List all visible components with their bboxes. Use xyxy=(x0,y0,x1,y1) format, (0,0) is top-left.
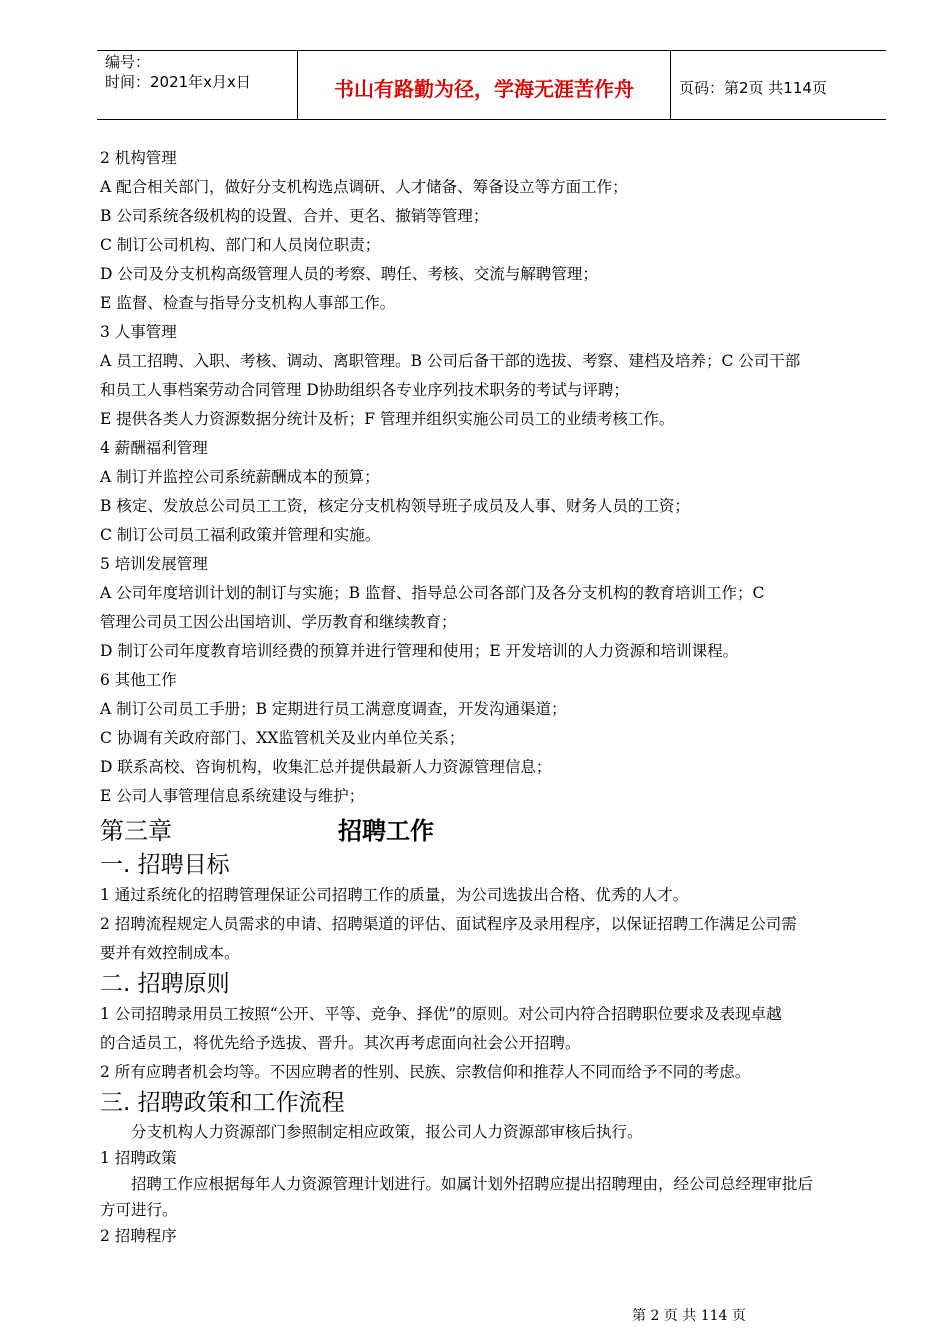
body-line: 3 人事管理 xyxy=(100,323,177,341)
body-line: 的合适员工，将优先给予选拔、晋升。其次再考虑面向社会公开招聘。 xyxy=(100,1034,581,1052)
body-line: B 公司系统各级机构的设置、合并、更名、撤销等管理； xyxy=(100,207,489,225)
body-line: D 联系高校、咨询机构，收集汇总并提供最新人力资源管理信息； xyxy=(100,758,552,776)
header-meta xyxy=(97,51,298,119)
body-line: 分支机构人力资源部门参照制定相应政策，报公司人力资源部审核后执行。 xyxy=(131,1123,643,1141)
header-motto: 书山有路勤为径，学海无涯苦作舟 xyxy=(298,51,671,119)
body-line: 管理公司员工因公出国培训、学历教育和继续教育； xyxy=(100,613,457,631)
body-line: 1 通过系统化的招聘管理保证公司招聘工作的质量，为公司选拔出合格、优秀的人才。 xyxy=(100,886,689,904)
body-line: E 公司人事管理信息系统建设与维护； xyxy=(100,787,365,805)
body-line: 2 招聘程序 xyxy=(100,1227,177,1245)
body-line: 2 所有应聘者机会均等。不因应聘者的性别、民族、宗教信仰和推荐人不同而给予不同的考虑。 xyxy=(100,1063,751,1081)
body-line: 6 其他工作 xyxy=(100,671,177,689)
page-header xyxy=(97,50,886,120)
body-line: 2 机构管理 xyxy=(100,149,177,167)
document-body xyxy=(100,144,886,1249)
body-line: 方可进行。 xyxy=(100,1201,178,1219)
body-line: C 制订公司机构、部门和人员岗位职责； xyxy=(100,236,381,254)
body-line: 2 招聘流程规定人员需求的申请、招聘渠道的评估、面试程序及录用程序，以保证招聘工作满足公司需 xyxy=(100,915,797,933)
body-line: E 提供各类人力资源数据分统计及析；F 管理并组织实施公司员工的业绩考核工作。 xyxy=(100,410,675,428)
chapter-heading xyxy=(100,815,886,847)
chapter-number: 第三章 xyxy=(100,817,172,845)
body-line: A 配合相关部门，做好分支机构选点调研、人才储备、筹备设立等方面工作； xyxy=(100,178,628,196)
body-line: A 员工招聘、入职、考核、调动、离职管理。B 公司后备干部的选拔、考察、建档及培养；C 公司干部 xyxy=(100,352,801,370)
header-page-info: 页码：第2页 共114页 xyxy=(679,78,827,97)
body-line: C 制订公司员工福利政策并管理和实施。 xyxy=(100,526,381,544)
body-line: 4 薪酬福利管理 xyxy=(100,439,208,457)
body-line: 招聘工作应根据每年人力资源管理计划进行。如属计划外招聘应提出招聘理由，经公司总经理审批后 xyxy=(131,1175,814,1193)
section-heading: 二. 招聘原则 xyxy=(100,971,230,997)
body-line: 和员工人事档案劳动合同管理 D协助组织各专业序列技术职务的考试与评聘； xyxy=(100,381,629,399)
body-line: A 制订公司员工手册；B 定期进行员工满意度调查，开发沟通渠道； xyxy=(100,700,567,718)
body-line: 1 公司招聘录用员工按照“公开、平等、竞争、择优”的原则。对公司内符合招聘职位要求及表现卓越 xyxy=(100,1005,782,1023)
document-number-label: 编号： xyxy=(105,53,151,71)
body-line: 1 招聘政策 xyxy=(100,1149,177,1167)
document-date: 时间：2021年x月x日 xyxy=(105,73,251,91)
chapter-title: 招聘工作 xyxy=(338,816,434,845)
body-line: 5 培训发展管理 xyxy=(100,555,208,573)
body-line: D 公司及分支机构高级管理人员的考察、聘任、考核、交流与解聘管理； xyxy=(100,265,598,283)
section-heading: 一. 招聘目标 xyxy=(100,852,230,878)
body-line: B 核定、发放总公司员工工资，核定分支机构领导班子成员及人事、财务人员的工资； xyxy=(100,497,690,515)
body-line: D 制订公司年度教育培训经费的预算并进行管理和使用；E 开发培训的人力资源和培训课程。 xyxy=(100,642,739,660)
body-line: A 公司年度培训计划的制订与实施；B 监督、指导总公司各部门及各分支机构的教育培训工作；C xyxy=(100,584,765,602)
body-line: E 监督、检查与指导分支机构人事部工作。 xyxy=(100,294,396,312)
body-line: C 协调有关政府部门、XX监管机关及业内单位关系； xyxy=(100,729,465,747)
body-line: A 制订并监控公司系统薪酬成本的预算； xyxy=(100,468,380,486)
section-heading: 三. 招聘政策和工作流程 xyxy=(100,1090,345,1116)
page-footer: 第 2 页 共 114 页 xyxy=(632,1308,746,1324)
body-line: 要并有效控制成本。 xyxy=(100,944,240,962)
